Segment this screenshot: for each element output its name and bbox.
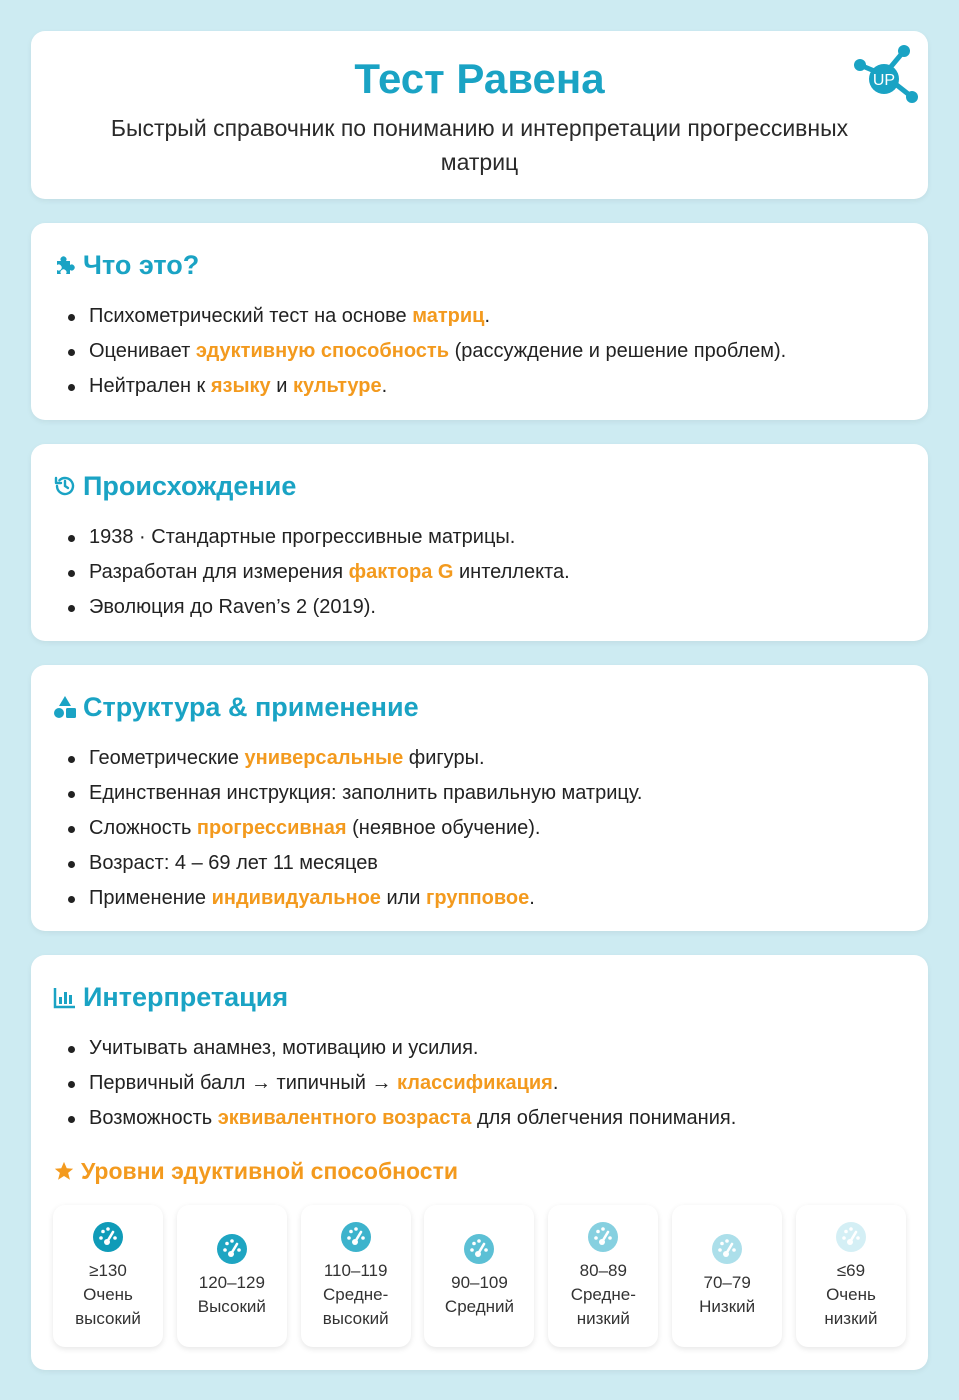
level-card [424, 1205, 534, 1347]
section-title: Что это? [53, 247, 199, 283]
item-text: (неявное обучение). [346, 817, 541, 839]
item-text: . [484, 305, 491, 327]
list-item [51, 369, 786, 404]
item-text: Нейтрален к [89, 375, 211, 397]
item-text: Геометрические [89, 747, 245, 769]
list-item [51, 1101, 736, 1136]
level-label: Средне-высокий [322, 1285, 389, 1328]
bullet-list [51, 520, 570, 625]
highlight-text: индивидуальное [211, 887, 381, 909]
gauge-icon [587, 1221, 619, 1253]
list-item [51, 590, 570, 625]
level-range: 70–79 [703, 1273, 751, 1292]
levels-title: Уровни эдуктивной способности [53, 1155, 458, 1187]
list-item [51, 811, 642, 846]
section-title: Интерпретация [53, 979, 288, 1015]
list-item [51, 1031, 736, 1066]
item-text: Применение [89, 887, 212, 909]
item-text: Первичный балл → типичный → [89, 1072, 398, 1094]
level-card [301, 1205, 411, 1347]
page-title: Тест Равена [354, 55, 605, 102]
section-what [31, 223, 928, 420]
item-text: Учитывать анамнез, мотивацию и усилия. [89, 1037, 479, 1059]
list-item [51, 299, 786, 334]
item-text: (рассуждение и решение проблем). [449, 340, 787, 362]
item-text: Оценивает [89, 340, 196, 362]
gauge-icon [340, 1221, 372, 1253]
level-label: Очень низкий [824, 1285, 878, 1328]
star-icon [53, 1160, 75, 1182]
history-icon [53, 474, 77, 498]
level-card [672, 1205, 782, 1347]
item-text: фигуры. [403, 747, 485, 769]
level-card [177, 1205, 287, 1347]
highlight-text: прогрессивная [196, 817, 347, 839]
level-range: ≤69 [836, 1261, 866, 1280]
gauge-icon [711, 1233, 743, 1265]
item-text: интеллекта. [453, 561, 570, 583]
gauge-icon [463, 1233, 495, 1265]
page-subtitle: Быстрый справочник по пониманию и интерпретации прогрессивных матриц [110, 115, 849, 175]
item-text: или [380, 887, 427, 909]
item-text: Возможность [89, 1107, 218, 1129]
list-item [51, 846, 642, 881]
list-item [51, 334, 786, 369]
header-card [31, 31, 928, 199]
level-card [53, 1205, 163, 1347]
item-text: 1938 · Стандартные прогрессивные матрицы. [89, 526, 516, 548]
highlight-text: групповое [426, 887, 530, 909]
highlight-text: языку [210, 375, 271, 397]
item-text: Психометрический тест на основе [89, 305, 413, 327]
level-range: 120–129 [198, 1273, 265, 1292]
up-logo-icon [848, 39, 920, 111]
highlight-text: эдуктивную способность [195, 340, 450, 362]
item-text: . [552, 1072, 559, 1094]
level-card [796, 1205, 906, 1347]
bullet-list [51, 1031, 736, 1136]
item-text: Возраст: 4 – 69 лет 11 месяцев [89, 852, 378, 874]
level-range: 110–119 [323, 1261, 388, 1280]
puzzle-icon [53, 253, 77, 277]
gauge-icon [216, 1233, 248, 1265]
list-item [51, 881, 642, 916]
levels-row [53, 1205, 906, 1347]
shapes-icon [53, 695, 77, 719]
item-text: . [381, 375, 388, 397]
highlight-text: матриц [412, 305, 485, 327]
item-text: Эволюция до Raven’s 2 (2019). [89, 596, 376, 618]
item-text: Разработан для измерения [89, 561, 349, 583]
list-item [51, 555, 570, 590]
list-item [51, 520, 570, 555]
list-item [51, 1066, 736, 1101]
level-card [548, 1205, 658, 1347]
level-label: Средне-низкий [570, 1285, 636, 1328]
list-item [51, 776, 642, 811]
list-item [51, 741, 642, 776]
level-label: Средний [444, 1297, 515, 1316]
highlight-text: культуре [292, 375, 382, 397]
bullet-list [51, 299, 786, 404]
item-text: Сложность [89, 817, 197, 839]
highlight-text: универсальные [244, 747, 404, 769]
level-label: Очень высокий [75, 1285, 141, 1328]
level-label: Высокий [197, 1297, 266, 1316]
highlight-text: классификация [397, 1072, 553, 1094]
bullet-list [51, 741, 642, 916]
section-title: Происхождение [53, 468, 296, 504]
level-label: Низкий [699, 1297, 756, 1316]
logo-text: UP [872, 72, 896, 89]
highlight-text: фактора G [348, 561, 454, 583]
level-range: 80–89 [579, 1261, 627, 1280]
section-title: Структура & применение [53, 689, 419, 725]
item-text: для облегчения понимания. [471, 1107, 737, 1129]
level-range: 90–109 [451, 1273, 508, 1292]
item-text: . [529, 887, 535, 909]
gauge-icon [92, 1221, 124, 1253]
section-origin [31, 444, 928, 641]
bar-chart-icon [53, 985, 77, 1009]
section-interpretation [31, 955, 928, 1370]
level-range: ≥130 [89, 1261, 127, 1280]
item-text: Единственная инструкция: заполнить правильную матрицу. [89, 782, 643, 804]
highlight-text: эквивалентного возраста [217, 1107, 472, 1129]
gauge-icon [835, 1221, 867, 1253]
section-structure [31, 665, 928, 931]
item-text: и [270, 375, 293, 397]
